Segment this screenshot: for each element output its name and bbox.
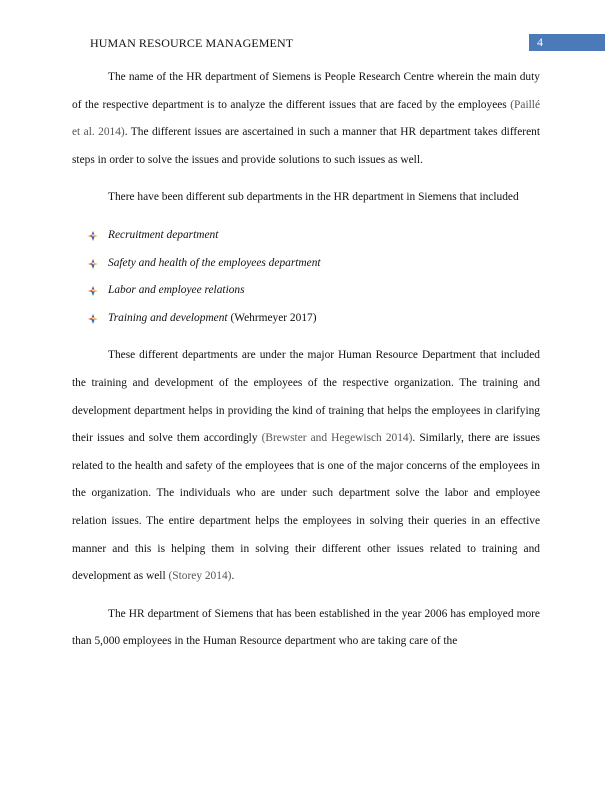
page-number-bar: [529, 34, 605, 51]
paragraph-3-text-a: These different departments are under the major Human Resource Department that included the training and development of the employees of the respective organization. The training and development department helps in providing the kind of training that helps the employees in clarifying their issues and solve them accordingly: [72, 349, 540, 445]
page-number: 4: [537, 35, 543, 49]
running-header-title: HUMAN RESOURCE MANAGEMENT: [90, 36, 294, 50]
bullet-label: Training and development: [108, 311, 228, 324]
list-item: [72, 305, 540, 333]
bullet-label: Safety and health of the employees department: [108, 256, 321, 269]
paragraph-1: [72, 64, 540, 174]
list-item: [72, 277, 540, 305]
citation-wehrmeyer: (Wehrmeyer 2017): [227, 311, 317, 324]
arrow-bullet-icon: [88, 314, 98, 324]
paragraph-2: There have been different sub departments in the HR department in Siemens that included: [108, 191, 519, 204]
paragraph-1-text-b: . The different issues are ascertained in such a manner that HR department takes different steps in order to solve the issues and provide solutions to such issues as well.: [72, 126, 540, 166]
bullet-label: Labor and employee relations: [108, 284, 245, 297]
citation-paille: (Paillé et al. 2014): [72, 98, 540, 139]
paragraph-3: [72, 342, 540, 590]
arrow-bullet-icon: [88, 231, 98, 241]
arrow-bullet-icon: [88, 259, 98, 269]
paragraph-3-text-b: . Similarly, there are issues related to the health and safety of the employees that is one of the major concerns of the employees in the organization. The individuals who are under such department solve the labor and employee relation issues. The entire department helps the employees in solving their queries in an effective manner and this is helping them in solving their different other issues related to training and development as well: [72, 432, 540, 583]
citation-storey: (Storey 2014): [168, 570, 232, 583]
paragraph-3-text-c: .: [231, 570, 235, 583]
paragraph-1-text-a: The name of the HR department of Siemens is People Research Centre wherein the main duty of the respective department is to analyze the different issues that are faced by the employees: [72, 71, 540, 111]
document-body: [72, 64, 540, 656]
list-item: [72, 222, 540, 250]
paragraph-4: The HR department of Siemens that has been established in the year 2006 has employed more than 5,000 employees in the Human Resource department who are taking care of the: [72, 607, 540, 648]
list-item: [72, 250, 540, 278]
citation-brewster: (Brewster and Hegewisch 2014): [261, 432, 413, 445]
arrow-bullet-icon: [88, 286, 98, 296]
sub-department-list: [72, 222, 540, 332]
bullet-label: Recruitment department: [108, 228, 219, 241]
